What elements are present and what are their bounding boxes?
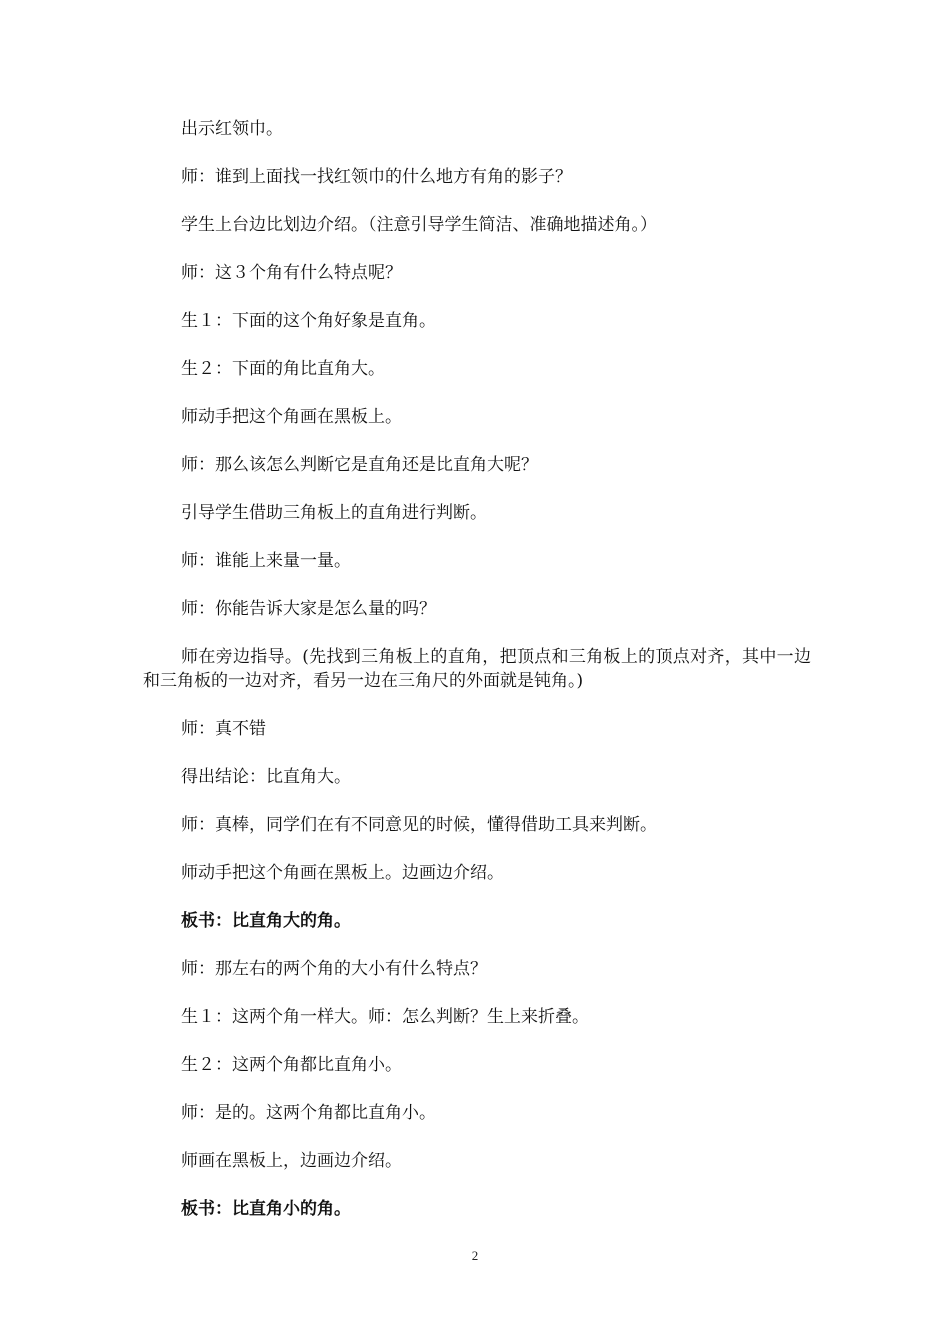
paragraph: 生２：下面的角比直角大。 <box>181 359 385 379</box>
paragraph: 生１：下面的这个角好象是直角。 <box>181 311 436 331</box>
paragraph: 学生上台边比划边介绍。（注意引导学生简洁、准确地描述角。） <box>181 215 657 235</box>
paragraph: 师：你能告诉大家是怎么量的吗？ <box>181 599 436 619</box>
paragraph: 师：谁到上面找一找红领巾的什么地方有角的影子？ <box>181 167 572 187</box>
paragraph: 师画在黑板上，边画边介绍。 <box>181 1151 402 1171</box>
document-body <box>143 117 811 1245</box>
paragraph: 师：真棒，同学们在有不同意见的时候，懂得借助工具来判断。 <box>181 815 657 835</box>
paragraph: 师：这３个角有什么特点呢？ <box>181 263 402 283</box>
page-number: 2 <box>471 1248 479 1263</box>
paragraph: 师：那么该怎么判断它是直角还是比直角大呢？ <box>181 455 538 475</box>
board-writing-heading: 板书：比直角小的角。 <box>181 1199 351 1219</box>
paragraph: 出示红领巾。 <box>181 119 283 139</box>
paragraph: 师：是的。这两个角都比直角小。 <box>181 1103 436 1123</box>
paragraph: 得出结论：比直角大。 <box>181 767 351 787</box>
paragraph: 师：真不错 <box>181 719 266 739</box>
paragraph: 生１：这两个角一样大。师：怎么判断？生上来折叠。 <box>181 1007 589 1027</box>
paragraph: 引导学生借助三角板上的直角进行判断。 <box>181 503 487 523</box>
paragraph: 师动手把这个角画在黑板上。 <box>181 407 402 427</box>
paragraph: 师动手把这个角画在黑板上。边画边介绍。 <box>181 863 504 883</box>
paragraph: 师在旁边指导。(先找到三角板上的直角，把顶点和三角板上的顶点对齐，其中一边和三角板的一边对齐，看另一边在三角尺的外面就是钝角。) <box>143 647 811 691</box>
paragraph: 生２：这两个角都比直角小。 <box>181 1055 402 1075</box>
paragraph: 师：谁能上来量一量。 <box>181 551 351 571</box>
board-writing-heading: 板书：比直角大的角。 <box>181 911 351 931</box>
paragraph: 师：那左右的两个角的大小有什么特点？ <box>181 959 487 979</box>
